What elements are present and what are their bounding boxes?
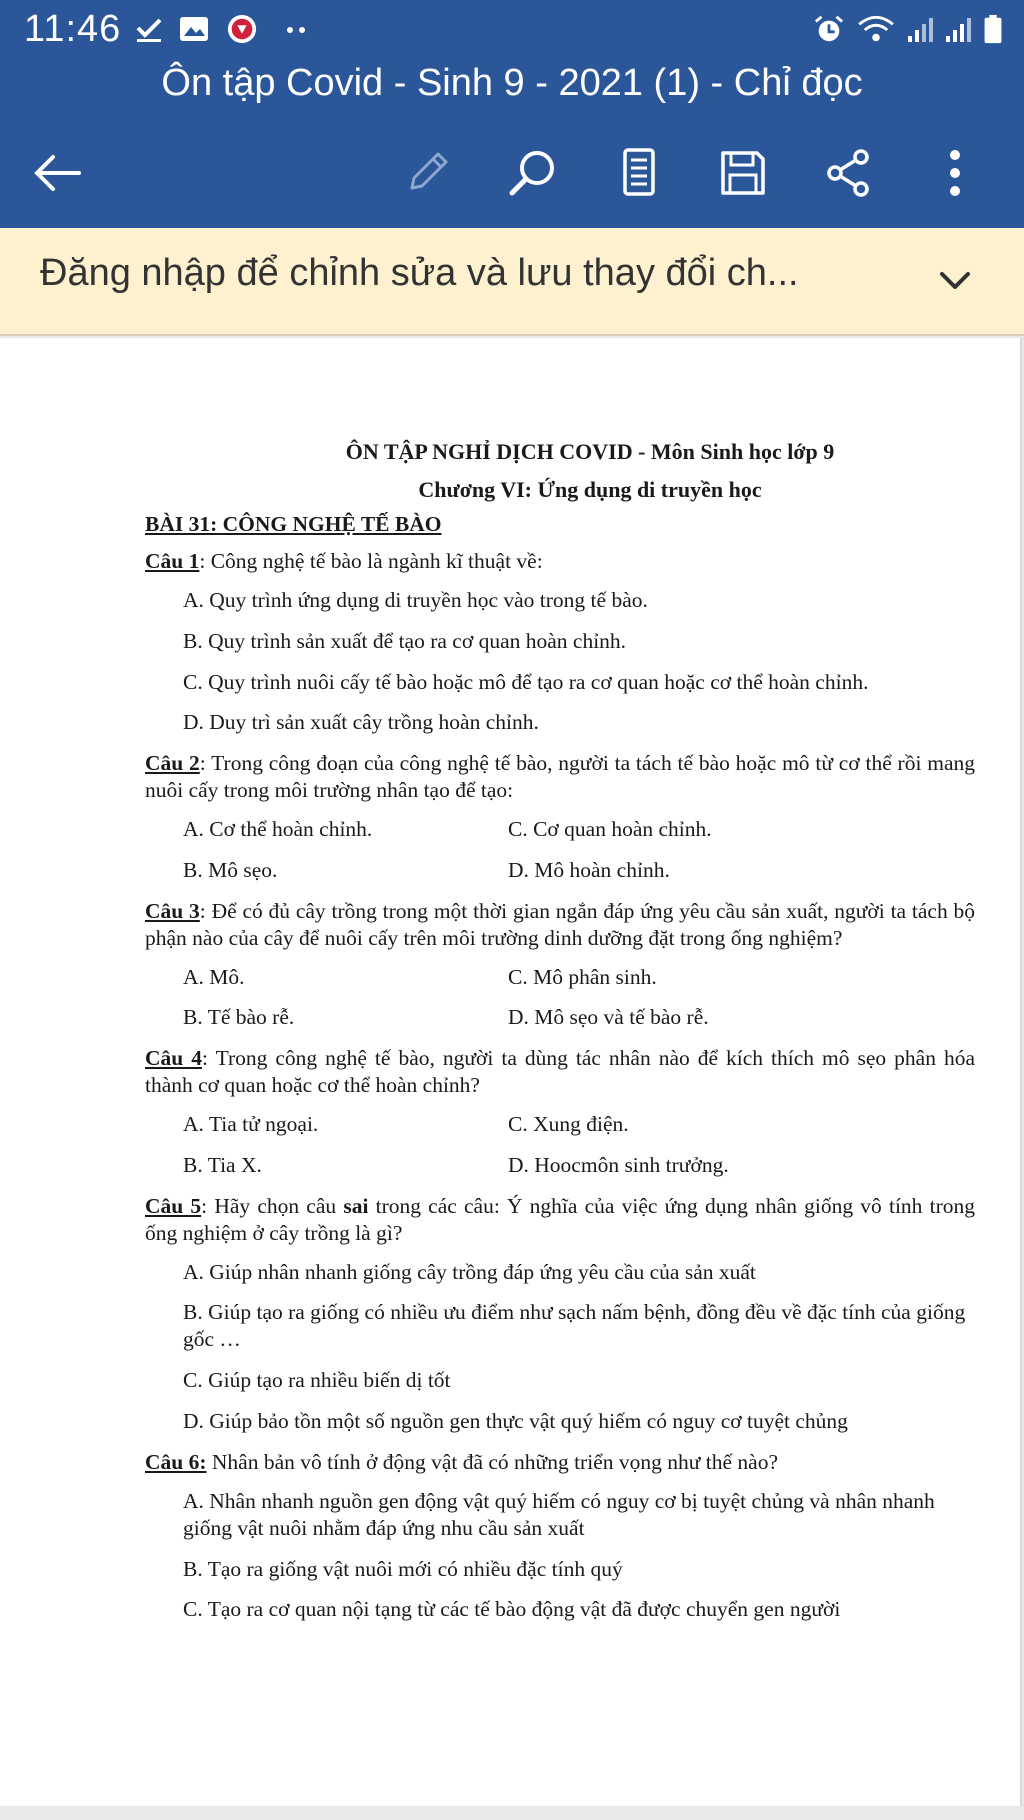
question-text: : Công nghệ tế bào là ngành kĩ thuật về: [199, 548, 543, 573]
question-label: Câu 3 [145, 898, 200, 923]
q3-option-c: C. Mô phân sinh. [508, 964, 657, 989]
question-label: Câu 1 [145, 548, 200, 573]
document-title: Ôn tập Covid - Sinh 9 - 2021 (1) - Chỉ đọc [161, 62, 863, 104]
q1-option-a: A. Quy trình ứng dụng di truyền học vào trong tế bào. [183, 587, 648, 612]
gallery-icon [178, 14, 210, 44]
question-label: Câu 4 [145, 1046, 202, 1071]
q1-option-c: C. Quy trình nuôi cấy tế bào hoặc mô để tạo ra cơ quan hoặc cơ thể hoàn chỉnh. [183, 669, 869, 694]
search-button[interactable] [498, 138, 568, 208]
alarm-icon [812, 14, 846, 44]
q2-option-c: C. Cơ quan hoàn chỉnh. [508, 817, 712, 841]
edit-button[interactable] [392, 138, 462, 208]
arrow-left-icon [31, 153, 83, 193]
chevron-down-icon[interactable] [930, 256, 980, 306]
q3-options-row-2 [145, 1004, 975, 1031]
q4-option-a: A. Tia tử ngoại. [183, 1112, 319, 1136]
q1-option-d: D. Duy trì sản xuất cây trồng hoàn chỉnh. [183, 710, 539, 735]
save-button[interactable] [708, 138, 778, 208]
share-button[interactable] [814, 138, 884, 208]
question-text: Nhân bản vô tính ở động vật đã có những triển vọng như thế nào? [206, 1449, 778, 1474]
q4-options-row-2 [145, 1152, 975, 1179]
share-icon [823, 147, 875, 199]
sign-in-banner[interactable] [0, 228, 1024, 336]
wifi-icon [856, 14, 896, 44]
download-done-icon [134, 14, 164, 44]
status-bar [0, 0, 1024, 62]
q3-options-row-1 [145, 964, 975, 991]
question-2 [145, 750, 975, 804]
status-time: 11:46 [24, 8, 122, 50]
question-emphasis: sai [343, 1193, 369, 1218]
battery-icon [982, 14, 1004, 44]
question-label: Câu 5 [145, 1193, 202, 1218]
doc-chapter: Chương VI: Ứng dụng di truyền học [418, 476, 762, 502]
floppy-disk-icon [717, 147, 769, 199]
question-label: Câu 2 [145, 751, 200, 776]
question-6 [145, 1449, 975, 1476]
pencil-icon [402, 148, 452, 198]
signal-1-icon [906, 14, 940, 44]
more-vertical-icon [945, 147, 965, 199]
app-notification-icon [226, 14, 258, 44]
question-text: : Trong công đoạn của công nghệ tế bào, người ta tách tế bào hoặc mô từ cơ thể rồi mang nuôi cấy trong môi trường nhân tạo để tạo: [145, 751, 975, 803]
question-text: : Để có đủ cây trồng trong một thời gian ngắn đáp ứng yêu cầu sản xuất, người ta tách bộ phận nào của cây để nuôi cấy trên môi trường dinh dưỡng đặt trong ống nghiệm? [145, 898, 975, 950]
reading-view-button[interactable] [604, 138, 674, 208]
doc-lesson-title: BÀI 31: CÔNG NGHỆ TẾ BÀO [145, 512, 442, 536]
q4-option-d: D. Hoocmôn sinh trưởng. [508, 1152, 729, 1177]
more-options-button[interactable] [920, 138, 990, 208]
question-text-rest: trong các câu: Ý nghĩa của việc ứng dụng nhân giống vô tính trong ống nghiệm ở cây trồng là gì? [145, 1193, 975, 1245]
signal-2-icon [944, 14, 978, 44]
question-1 [145, 548, 975, 575]
q1-option-b: B. Quy trình sản xuất để tạo ra cơ quan hoàn chỉnh. [183, 628, 627, 653]
q3-option-b: B. Tế bào rễ. [183, 1005, 295, 1030]
q3-option-a: A. Mô. [183, 964, 245, 989]
q5-option-c: C. Giúp tạo ra nhiều biến dị tốt [183, 1368, 451, 1393]
question-text: : Trong công nghệ tế bào, người ta dùng tác nhân nào để kích thích mô sẹo phân hóa thành cơ quan hoặc cơ thể hoàn chỉnh? [145, 1046, 975, 1098]
q4-options-row-1 [145, 1111, 975, 1138]
question-5 [145, 1193, 975, 1247]
q5-option-b: B. Giúp tạo ra giống có nhiều ưu điểm như sạch nấm bệnh, đồng đều về đặc tính của giống gốc … [183, 1300, 966, 1352]
q6-option-b: B. Tạo ra giống vật nuôi mới có nhiều đặc tính quý [183, 1556, 623, 1581]
sign-in-banner-text: Đăng nhập để chỉnh sửa và lưu thay đổi ch... [40, 252, 799, 294]
q6-option-a: A. Nhân nhanh nguồn gen động vật quý hiếm có nguy cơ bị tuyệt chủng và nhân nhanh giống vật nuôi nhằm đáp ứng nhu cầu sản xuất [183, 1488, 935, 1540]
document-page[interactable] [0, 338, 1022, 1806]
question-text: : Hãy chọn câu [201, 1193, 344, 1218]
q4-option-b: B. Tia X. [183, 1152, 262, 1177]
document-view-icon [619, 146, 659, 200]
q2-options-row-1 [145, 816, 975, 843]
q4-option-c: C. Xung điện. [508, 1112, 629, 1136]
more-notifications-icon [282, 14, 312, 44]
q3-option-d: D. Mô sẹo và tế bào rễ. [508, 1005, 709, 1030]
q2-option-d: D. Mô hoàn chỉnh. [508, 857, 670, 882]
search-icon [506, 146, 560, 200]
q5-option-a: A. Giúp nhân nhanh giống cây trồng đáp ứng yêu cầu của sản xuất [183, 1259, 756, 1284]
q6-option-c: C. Tạo ra cơ quan nội tạng từ các tế bào động vật đã được chuyển gen người [183, 1597, 841, 1622]
question-label: Câu 6: [145, 1449, 207, 1474]
document-content [145, 438, 975, 1637]
doc-heading: ÔN TẬP NGHỈ DỊCH COVID - Môn Sinh học lớp 9 [345, 439, 835, 464]
q5-option-d: D. Giúp bảo tồn một số nguồn gen thực vật quý hiếm có nguy cơ tuyệt chủng [183, 1409, 848, 1433]
q2-option-b: B. Mô sẹo. [183, 857, 278, 882]
q2-options-row-2 [145, 857, 975, 884]
bottom-edge [0, 1806, 1024, 1820]
q2-option-a: A. Cơ thể hoàn chỉnh. [183, 817, 373, 841]
question-3 [145, 898, 975, 952]
app-bar [0, 0, 1024, 228]
question-4 [145, 1045, 975, 1099]
back-button[interactable] [22, 138, 92, 208]
